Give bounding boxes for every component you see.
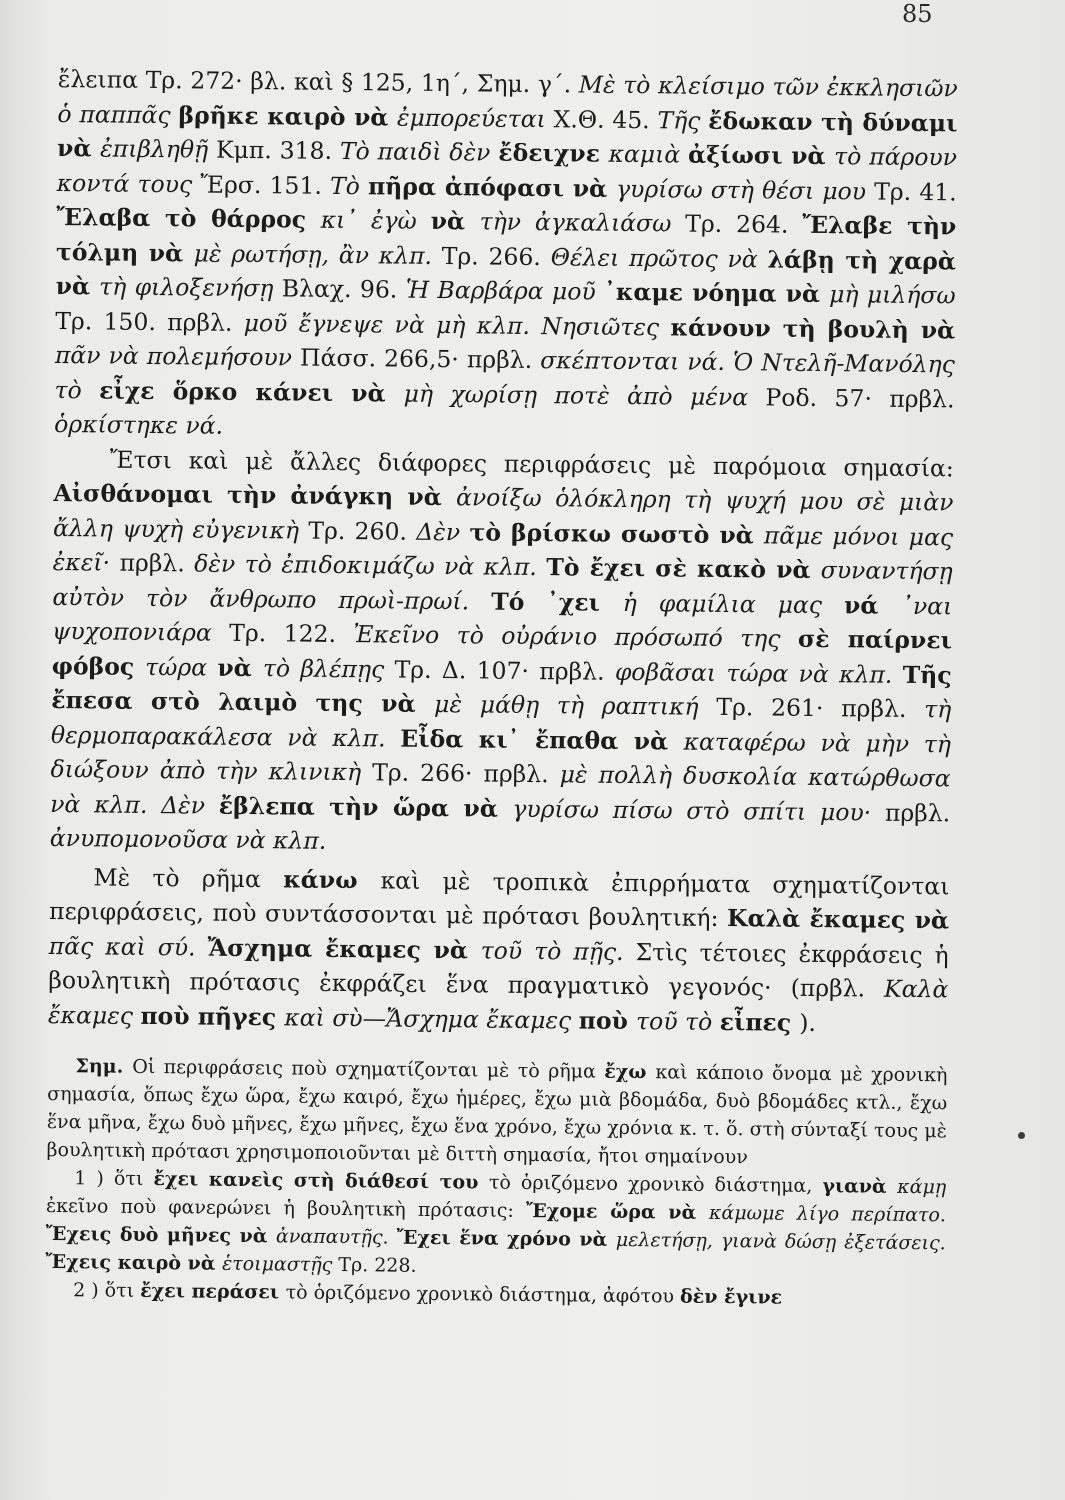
text-segment: ποὺ πῆγες <box>140 1001 285 1031</box>
text-segment: Τρ. 266· πρβλ. <box>372 758 560 789</box>
text-segment: λάβῃ τὴ χαρὰ νὰ <box>55 244 957 301</box>
text-segment: καὶ σὺ—Ἄσχημα ἔκαμες <box>284 1002 579 1035</box>
text-segment: ἀνοίξω ὁλόκληρη τὴ ψυχή μου σὲ μιὰν ἄλλη ψυχὴ εὐγενικὴ <box>52 483 954 545</box>
text-segment: Τρ. 261· πρβλ. <box>716 692 925 724</box>
text-segment: Τρ. 260. <box>308 516 417 546</box>
text-segment: πρβλ. <box>884 798 951 827</box>
text-segment: καμιὰ <box>608 139 689 169</box>
text-segment: πᾶμε μόνοι μας ἐκεῖ· <box>52 520 954 577</box>
text-segment: πᾶς καὶ σύ. <box>48 931 208 962</box>
text-segment: τὸ πάρουν κοντά τους <box>56 142 958 198</box>
text-segment: πῆρα ἀπόφασι νὰ <box>367 171 617 203</box>
text-segment: βρῆκε καιρὸ νὰ <box>178 100 398 132</box>
text-segment: Τὸ παιδὶ δὲν <box>339 136 499 167</box>
text-segment: ἀναπαυτῇς. <box>275 1225 397 1249</box>
text-segment: Ἐκεῖνο τὸ οὐράνιο πρόσωπό της <box>353 620 799 653</box>
text-segment: Τρ. 264. <box>685 209 803 239</box>
text-segment: κάμωμε λίγο περίπατο. <box>708 1201 947 1227</box>
text-segment: σκέπτονται νά. Ὁ Ντελῆ-Μανόλης τὸ <box>54 346 956 404</box>
paragraph-kano-periphrases <box>48 859 950 1041</box>
text-segment: μὲ πολλὴ δυσκολία κατώρθωσα νὰ κλπ. Δὲν <box>50 760 951 820</box>
text-segment: Ἄσχημα ἔκαμες νὰ <box>207 933 481 964</box>
text-segment: νὰ <box>217 653 264 682</box>
text-segment: Ροδ. 57· πρβλ. <box>765 382 955 413</box>
text-segment: Βλαχ. 96. <box>281 274 406 304</box>
text-segment: μὴ χωρίσῃ ποτὲ ἀπὸ μένα <box>403 379 766 411</box>
text-segment: Τρ. Δ. 107· πρβλ. <box>394 655 616 686</box>
text-segment: γιανὰ <box>822 1175 898 1198</box>
text-segment: Αἰσθάνομαι τὴν ἀνάγκη νὰ <box>53 478 457 512</box>
text-segment: Δὲν <box>416 517 470 546</box>
text-segment: Θέλει πρῶτος νὰ <box>550 242 768 273</box>
text-segment: νά <box>843 590 902 620</box>
text-segment: δὲν ἔγινε <box>679 1285 783 1309</box>
text-segment: ἔχω <box>604 1060 656 1084</box>
text-segment: Καλὰ ἔκαμες νὰ <box>726 904 950 935</box>
text-segment: Στὶς τέτοιες ἐκφράσεις ἡ βουλητικὴ πρότασις ἐκφράζει ἕνα πραγματικὸ γεγονός· (πρβλ. <box>48 937 949 1003</box>
text-segment: καταφέρω νὰ μὴν τὴ διώξουν ἀπὸ τὴν κλινικὴ <box>50 727 952 787</box>
text-segment: Ἔλαβε τὴν τόλμη νὰ <box>55 210 957 267</box>
text-segment: καὶ μὲ τροπικὰ ἐπιρρήματα σχηματίζονται περιφράσεις, ποὺ συντάσσονται μὲ πρότασι βουλητική: <box>48 865 950 933</box>
text-segment: Σημ. <box>75 1055 133 1078</box>
text-segment: Τῆς <box>657 105 709 135</box>
text-segment: Τὸ <box>329 171 369 200</box>
text-segment: Καλὰ ἔκαμες <box>47 974 949 1030</box>
page-body <box>45 62 958 1313</box>
text-segment: Ἔλαβα τὸ θάρρος <box>56 202 321 234</box>
text-segment: Μὲ τὸ κλείσιμο τῶν ἐκκλησιῶν ὁ παππᾶς <box>57 70 958 129</box>
text-segment: Εἶδα κι᾿ ἔπαθα νὰ <box>400 724 684 756</box>
text-segment: Τρ. 266. <box>441 241 551 271</box>
text-segment: Ἔρσ. 151. <box>200 169 331 200</box>
text-segment: κάμῃ <box>897 1175 947 1199</box>
text-segment: Χ.Θ. 45. <box>553 104 658 134</box>
text-segment: Τό ᾿χει <box>491 587 623 617</box>
text-segment: νὰ <box>430 206 480 236</box>
text-segment: Οἱ περιφράσεις ποὺ σχηματίζονται μὲ τὸ ρῆμα <box>132 1055 605 1083</box>
text-segment: τὸ βρίσκω σωστὸ νὰ <box>469 517 765 549</box>
text-segment: ὁρκίστηκε νά. <box>54 409 224 440</box>
text-segment: ἔλειπα Τρ. 272· βλ. καὶ § 125, 1η΄, Σημ. γ΄. <box>57 64 580 99</box>
text-segment: συναντήσῃ αὐτὸν τὸν ἄνθρωπο πρωὶ-πρωί. <box>52 556 953 616</box>
text-segment: φοβᾶσαι τώρα νὰ κλπ. <box>614 657 903 689</box>
margin-dot <box>1018 1132 1025 1139</box>
paragraph-examples <box>54 62 958 451</box>
text-segment: Ἔχεις καιρὸ νὰ <box>45 1250 223 1275</box>
text-segment: Τρ. 122. <box>229 618 354 649</box>
note-paragraph <box>46 1052 947 1173</box>
text-segment: ἔδωκαν τὴ δύναμι νὰ <box>56 106 958 163</box>
text-segment: πᾶν νὰ πολεμήσουν <box>54 340 301 372</box>
text-segment: ἐπιβληθῇ <box>99 134 217 164</box>
text-segment: μὲ ρωτήσῃ, ἂν κλπ. <box>193 238 442 270</box>
text-segment: ἔχει περάσει <box>140 1279 286 1304</box>
text-segment: μοῦ ἔγνεψε νὰ μὴ κλπ. Νησιῶτες <box>243 308 671 341</box>
text-segment: ἀνυπομονοῦσα νὰ κλπ. <box>49 823 327 855</box>
text-segment: ). <box>799 1008 817 1037</box>
text-segment: Τρ. 228. <box>338 1254 417 1277</box>
paragraph-other-periphrases <box>50 441 954 864</box>
text-segment: Μὲ τὸ ρῆμα <box>93 862 284 893</box>
text-segment: μελετήσῃ, γιανὰ δώσῃ ἐξετάσεις. <box>615 1228 946 1255</box>
text-segment: γυρίσω στὴ θέσι μου <box>615 174 875 206</box>
text-segment: κάνω <box>283 864 381 894</box>
text-segment: μὴ μιλήσω <box>829 280 956 310</box>
text-segment: δὲν τὸ ἐπιδοκιμάζω νὰ κλπ. <box>194 549 547 582</box>
text-segment: τοῦ τὸ <box>635 1006 720 1036</box>
text-segment: σὲ παίρνει φόβος <box>51 624 953 681</box>
text-segment: γυρίσω πίσω στὸ σπίτι μου· <box>512 794 886 827</box>
text-segment: ἔδειχνε <box>498 138 609 168</box>
text-segment: Ἔχομε ὥρα νὰ <box>525 1199 710 1224</box>
text-segment: Ἔχεις δυὸ μῆνες νὰ <box>45 1222 277 1248</box>
text-segment: Τὸ ἔχει σὲ κακὸ νὰ <box>546 553 821 585</box>
text-segment: 2 ) ὅτι <box>73 1279 141 1302</box>
text-segment: Τρ. 150. πρβλ. <box>55 306 244 337</box>
text-segment: ἔβλεπα τὴν ὥρα νὰ <box>218 791 513 823</box>
page-number: 85 <box>902 0 933 28</box>
text-segment: 1 ) ὅτι <box>74 1167 154 1191</box>
text-segment: ἔχει κανεὶς στὴ διάθεσί του <box>153 1168 490 1194</box>
text-segment: τώρα <box>145 652 218 682</box>
text-segment: Τρ. 41. <box>874 177 957 206</box>
text-segment: Κμπ. 318. <box>215 135 341 165</box>
text-segment: καὶ κάποιο ὄνομα μὲ χρονικὴ σημασία, ὅπως ἔχω ὥρα, ἔχω καιρό, ἔχω ἡμέρες, ἔχω μιὰ βδομάδα, δυὸ βδομάδες κτλ., ἔχω ἕνα μῆνα, ἔχω δυὸ μῆνες, ἔχω μῆνες, ἔχω ἕνα χρόνο, ἔχω χρόνια κ. τ. ὅ. στὴ σύνταξί τους μὲ βουλητικὴ πρότασι χρησιμοποιοῦνται μὲ διττὴ σημασία, ἤτοι σημαίνουν <box>46 1061 948 1169</box>
text-segment: Ἔτσι καὶ μὲ ἄλλες διάφορες περιφράσεις μὲ παρόμοια σημασία: <box>109 445 954 482</box>
text-segment: τοῦ τὸ πῇς. <box>480 935 636 966</box>
text-segment: εἶπες <box>719 1007 800 1037</box>
text-segment: Ἡ Βαρβάρα μοῦ <box>405 275 605 306</box>
text-segment: εἶχε ὅρκο κάνει νὰ <box>99 375 404 408</box>
text-segment: Πάσσ. 266,5· πρβλ. <box>299 343 541 375</box>
text-segment: κάνουν τὴ βουλὴ νὰ <box>670 312 956 344</box>
text-segment: τὸ ὁριζόμενο χρονικὸ διάστημα, <box>488 1171 823 1198</box>
text-segment: ποὺ <box>578 1006 637 1035</box>
text-segment: ἑτοιμαστῇς <box>221 1252 339 1277</box>
text-segment: ᾿ναι ψυχοπονιάρα <box>51 591 953 647</box>
text-segment: τὴ φιλοξενήσῃ <box>99 272 282 303</box>
note-item-1 <box>45 1164 946 1285</box>
text-segment: μὲ μάθῃ τὴ ραπτική <box>433 689 717 721</box>
text-segment: ἐμπορεύεται <box>396 103 554 133</box>
text-segment: τὸ βλέπῃς <box>262 653 395 684</box>
text-segment: κι᾿ ἐγὼ <box>320 205 431 235</box>
text-segment: τὸ ὁριζόμενο χρονικὸ διάστημα, ἀφότου <box>285 1281 681 1308</box>
text-segment: ἡ φαμίλια μας <box>622 588 845 619</box>
text-segment: ἐκεῖνο ποὺ φανερώνει ἡ βουλητικὴ πρότασις: <box>45 1194 527 1222</box>
text-segment: ἀξίωσι νὰ <box>687 140 835 171</box>
text-segment: Ἔχει ἕνα χρόνο νὰ <box>396 1226 616 1251</box>
text-segment: πρβλ. <box>119 548 195 578</box>
text-segment: τὴ θερμοπαρακάλεσα νὰ κλπ. <box>50 695 952 753</box>
text-segment: τὴν ἀγκαλιάσω <box>479 207 686 238</box>
text-segment: ᾿καμε νόημα νὰ <box>603 277 830 309</box>
text-segment: Τῆς ἔπεσα στὸ λαιμὸ της νὰ <box>51 660 952 718</box>
